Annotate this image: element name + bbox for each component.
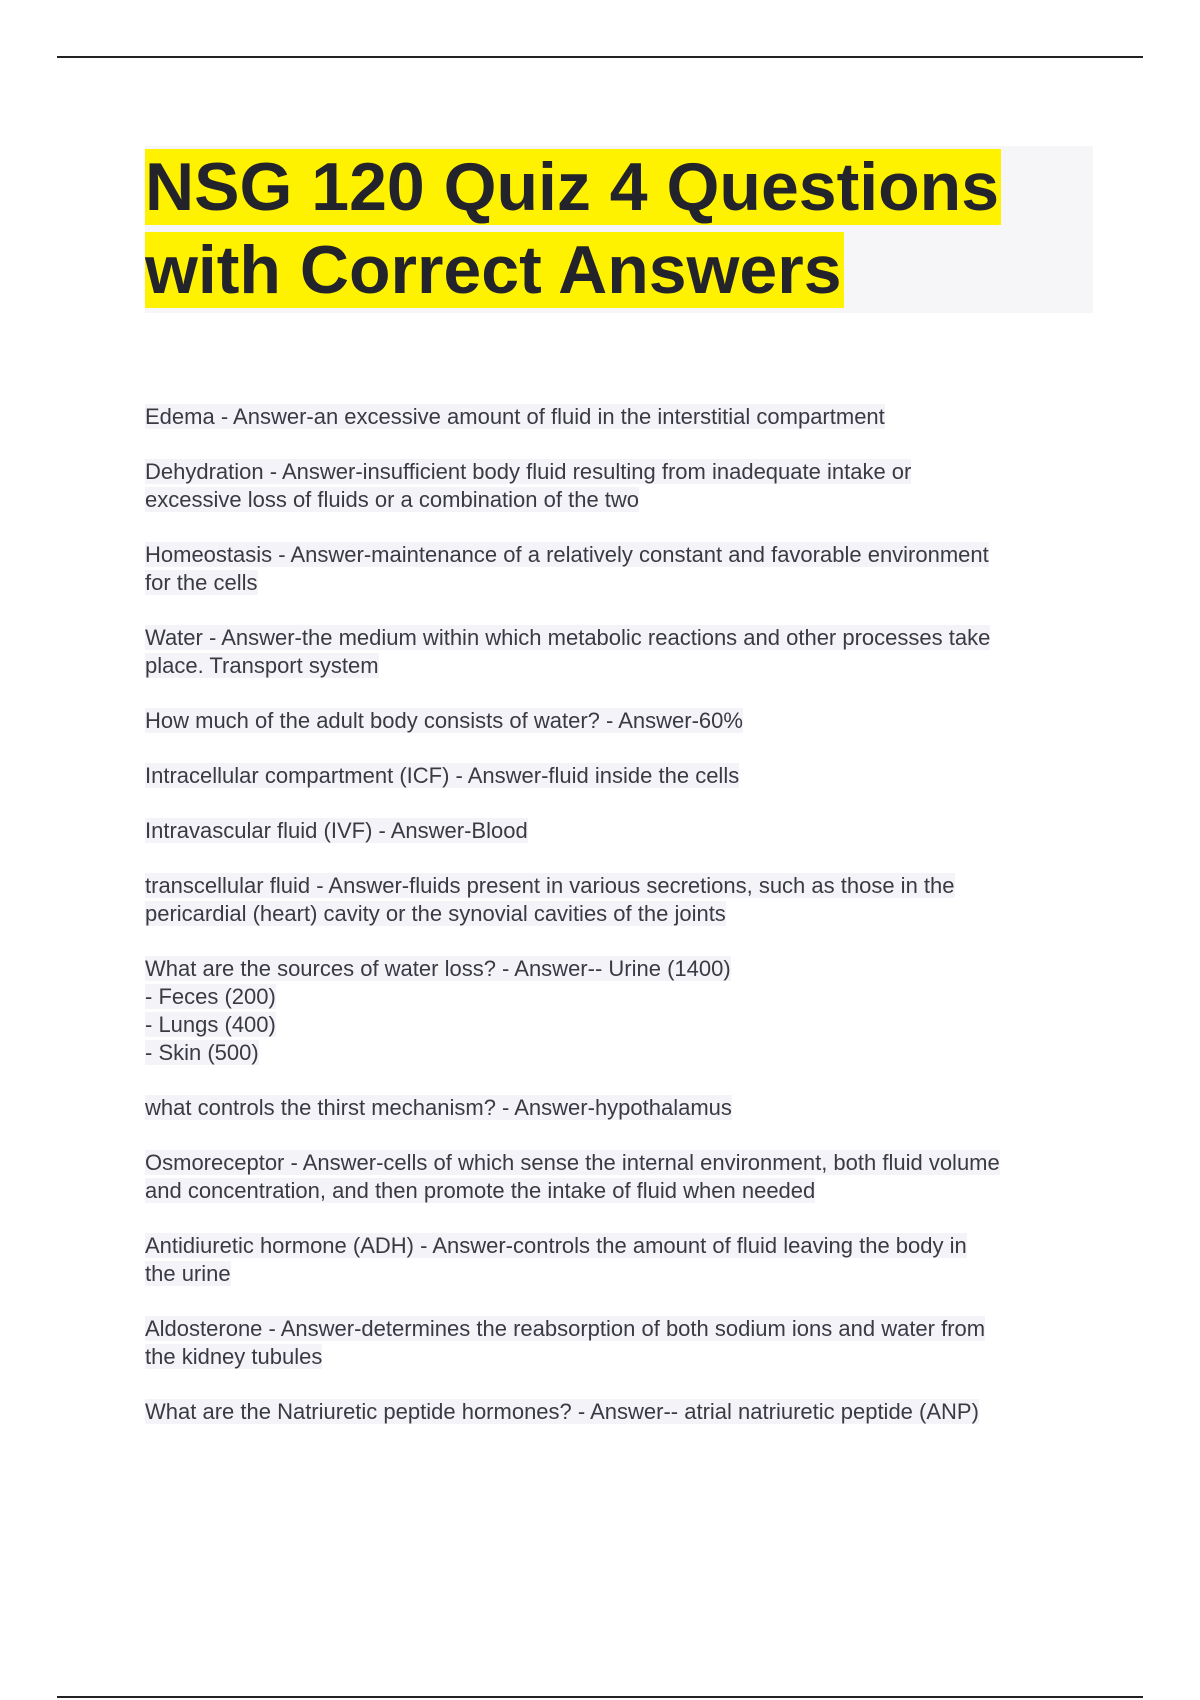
title-line-1: NSG 120 Quiz 4 Questions: [145, 149, 1000, 225]
qa-item: [145, 403, 1095, 431]
qa-item: [145, 624, 1095, 680]
qa-text: Homeostasis - Answer-maintenance of a relatively constant and favorable environment for the cells: [145, 542, 989, 595]
qa-item: [145, 1232, 1095, 1288]
qa-text: Dehydration - Answer-insufficient body fluid resulting from inadequate intake or excessive loss of fluids or a combination of the two: [145, 459, 912, 512]
qa-item: [145, 762, 1095, 790]
qa-item: [145, 1398, 1095, 1426]
qa-item: [145, 707, 1095, 735]
title-line-2: with Correct Answers: [145, 232, 842, 308]
qa-text: Edema - Answer-an excessive amount of fluid in the interstitial compartment: [145, 404, 885, 429]
qa-item: [145, 1315, 1095, 1371]
qa-item: [145, 1149, 1095, 1205]
qa-text: Intravascular fluid (IVF) - Answer-Blood: [145, 818, 528, 843]
qa-text: Aldosterone - Answer-determines the reabsorption of both sodium ions and water from the kidney tubules: [145, 1316, 986, 1369]
qa-list: [145, 403, 1095, 1453]
qa-text: Intracellular compartment (ICF) - Answer-fluid inside the cells: [145, 763, 740, 788]
qa-item: [145, 458, 1095, 514]
qa-item: [145, 541, 1095, 597]
qa-item: [145, 872, 1095, 928]
qa-text: Antidiuretic hormone (ADH) - Answer-controls the amount of fluid leaving the body in the urine: [145, 1233, 967, 1286]
page-title: [145, 146, 1093, 312]
qa-item: [145, 1094, 1095, 1122]
title-block: [145, 146, 1093, 313]
qa-text: Osmoreceptor - Answer-cells of which sense the internal environment, both fluid volume and concentration, and then promote the intake of fluid when needed: [145, 1150, 1000, 1203]
qa-item: [145, 817, 1095, 845]
qa-text: Water - Answer-the medium within which metabolic reactions and other processes take place. Transport system: [145, 625, 991, 678]
qa-text: What are the sources of water loss? - Answer-- Urine (1400) - Feces (200) - Lungs (400) - Skin (500): [145, 956, 731, 1065]
qa-item: [145, 955, 1095, 1067]
bottom-rule: [57, 1696, 1143, 1698]
qa-text: transcellular fluid - Answer-fluids present in various secretions, such as those in the pericardial (heart) cavity or the synovial cavities of the joints: [145, 873, 955, 926]
top-rule: [57, 56, 1143, 58]
qa-text: what controls the thirst mechanism? - Answer-hypothalamus: [145, 1095, 732, 1120]
qa-text: What are the Natriuretic peptide hormones? - Answer-- atrial natriuretic peptide (ANP): [145, 1399, 979, 1424]
qa-text: How much of the adult body consists of water? - Answer-60%: [145, 708, 743, 733]
